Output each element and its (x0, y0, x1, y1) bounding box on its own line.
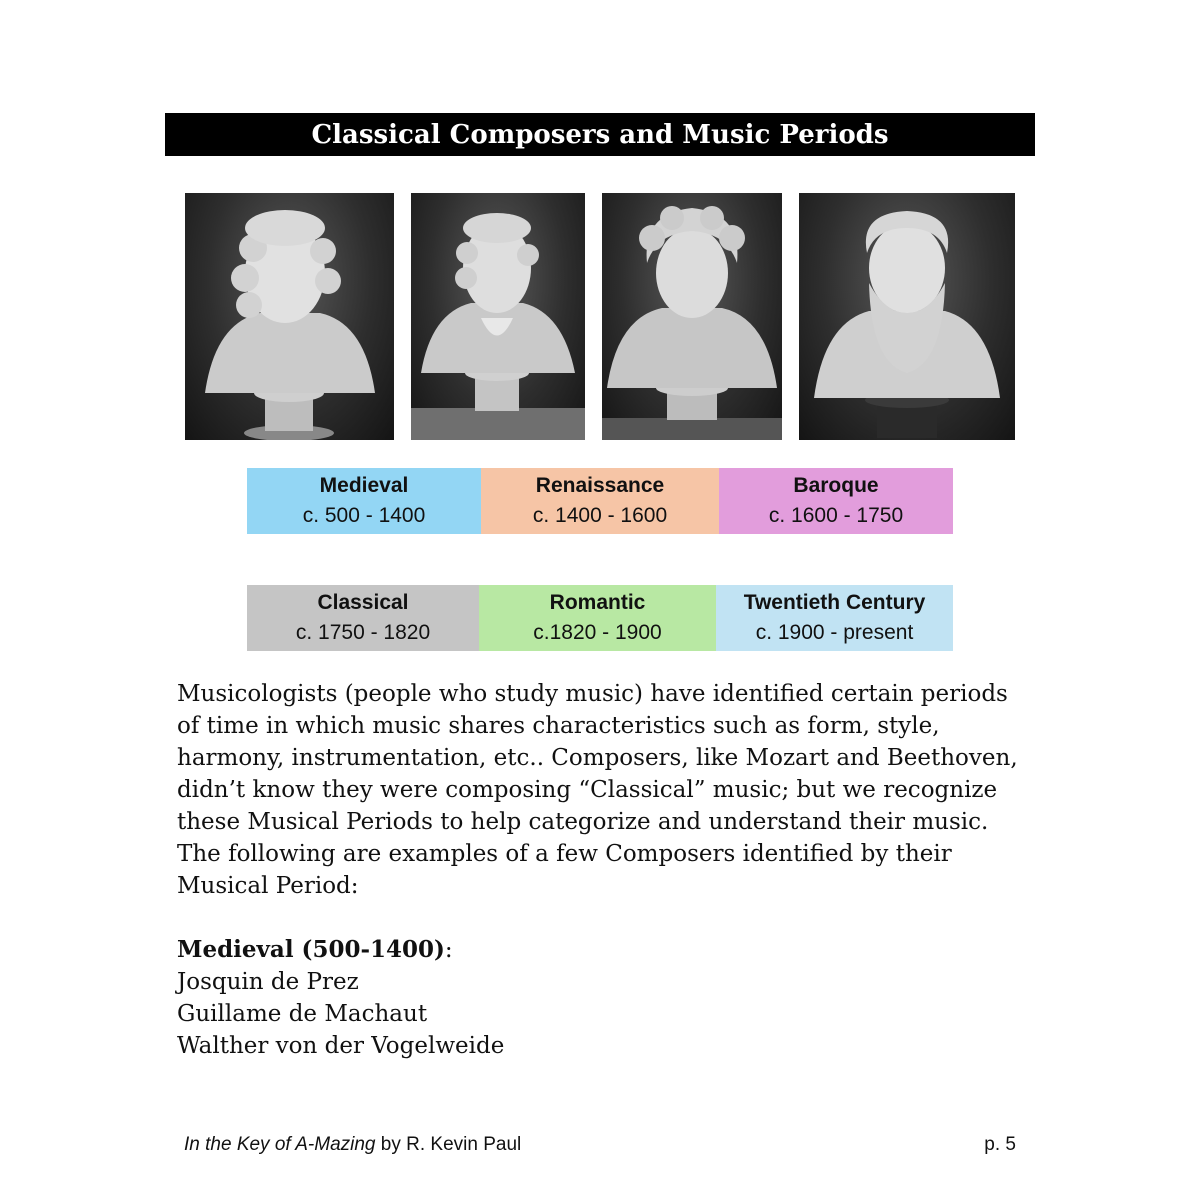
body-text (177, 678, 1037, 1062)
composer-bust-3 (602, 193, 782, 440)
period-baroque (719, 468, 953, 534)
bust-bearded-icon (799, 193, 1015, 440)
composer-item: Guillame de Machaut (177, 1001, 428, 1027)
composer-bust-1 (185, 193, 394, 440)
period-name: Renaissance (535, 474, 665, 497)
period-dates: c. 1600 - 1750 (768, 504, 904, 527)
period-romantic (479, 585, 716, 651)
period-dates: c. 1900 - present (755, 621, 914, 644)
composer-bust-2 (411, 193, 585, 440)
periods-row-1 (247, 468, 953, 534)
period-dates: c.1820 - 1900 (533, 621, 662, 644)
period-twentieth-century (716, 585, 953, 651)
period-medieval (247, 468, 481, 534)
period-renaissance (481, 468, 719, 534)
page-title: Classical Composers and Music Periods (311, 119, 889, 150)
period-name: Twentieth Century (743, 591, 926, 614)
book-title: In the Key of A-Mazing (184, 1134, 376, 1155)
medieval-heading-line (177, 934, 1037, 966)
heading-colon: : (444, 937, 453, 963)
page-title-bar (165, 113, 1035, 156)
footer-credit (184, 1134, 521, 1156)
composer-bust-4 (799, 193, 1015, 440)
bust-curled-hair-icon (411, 193, 585, 440)
periods-row-2 (247, 585, 953, 651)
composer-item: Josquin de Prez (177, 969, 359, 995)
period-dates: c. 500 - 1400 (302, 504, 426, 527)
period-name: Baroque (793, 474, 879, 497)
period-name: Medieval (319, 474, 409, 497)
period-name: Classical (317, 591, 409, 614)
period-dates: c. 1400 - 1600 (532, 504, 668, 527)
period-dates: c. 1750 - 1820 (295, 621, 431, 644)
period-name: Romantic (549, 591, 646, 614)
period-classical (247, 585, 479, 651)
page-number: p. 5 (984, 1134, 1016, 1155)
medieval-heading: Medieval (500-1400) (177, 936, 445, 963)
composer-item: Walther von der Vogelweide (177, 1033, 505, 1059)
byline: by R. Kevin Paul (375, 1134, 522, 1155)
intro-paragraph: Musicologists (people who study music) have identified certain periods of time in which music shares characteristics such as form, style, harmony, instrumentation, etc.. Composers, like Mozart and Beethoven, didn’t know they were composing “Classical” music; but we recognize these Musical Periods to help categorize and understand their music. The following are examples of a few Composers identified by their Musical Period: (177, 681, 1018, 899)
bust-wild-hair-icon (602, 193, 782, 440)
bust-powdered-wig-icon (185, 193, 394, 440)
page-footer (184, 1134, 1016, 1156)
